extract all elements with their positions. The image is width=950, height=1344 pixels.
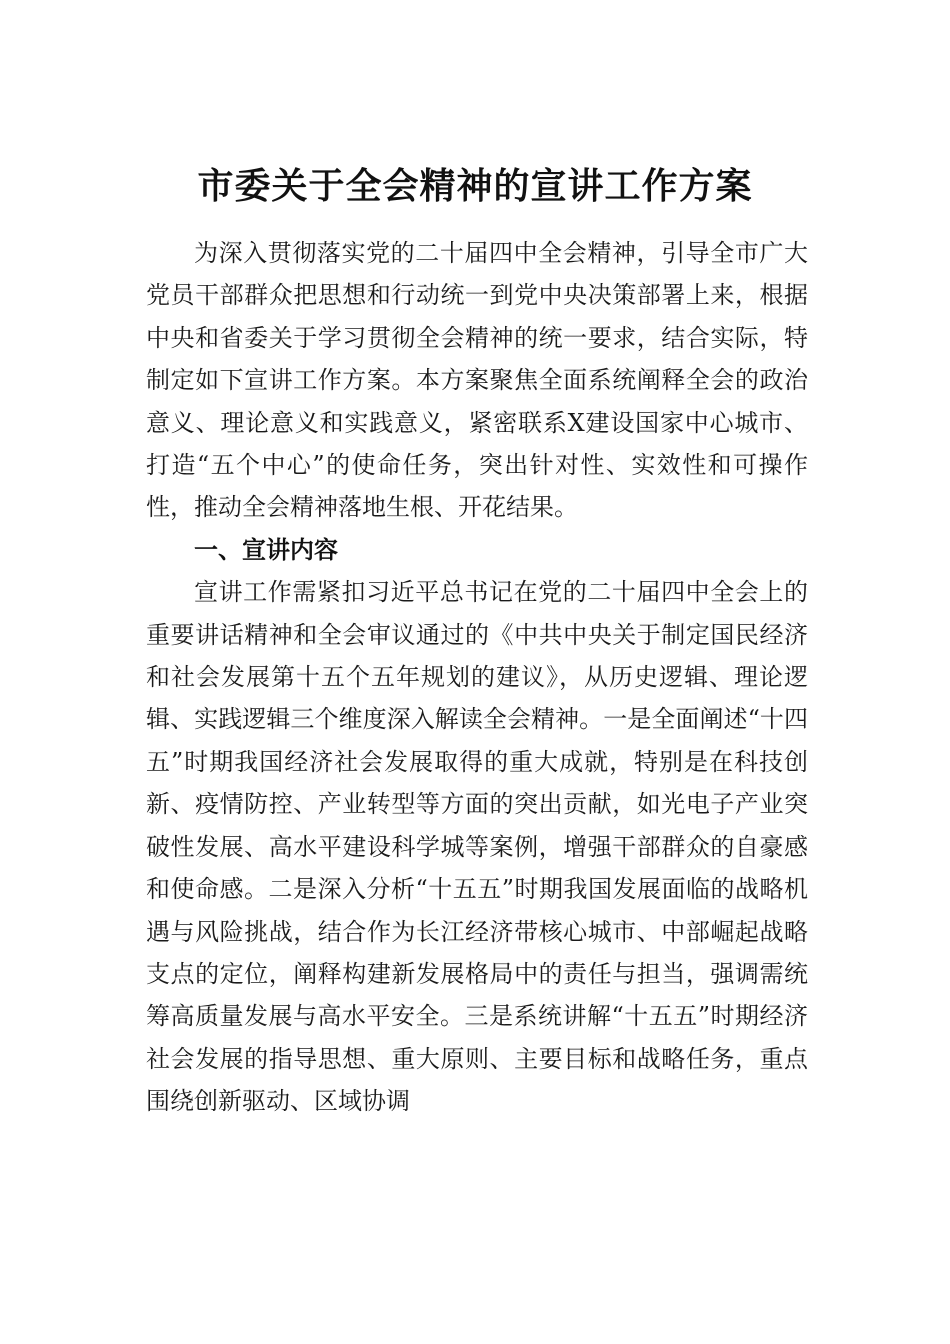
document-body [146, 232, 808, 1123]
section-heading-content: 一、宣讲内容 [194, 535, 338, 564]
section-content-paragraph: 宣讲工作需紧扣习近平总书记在党的二十届四中全会上的重要讲话精神和全会审议通过的《中共中央关于制定国民经济和社会发展第十五个五年规划的建议》，从历史逻辑、理论逻辑、实践逻辑三个维度深入解读全会精神。一是全面阐述“十四五”时期我国经济社会发展取得的重大成就，特别是在科技创新、疫情防控、产业转型等方面的突出贡献，如光电子产业突破性发展、高水平建设科学城等案例，增强干部群众的自豪感和使命感。二是深入分析“十五五”时期我国发展面临的战略机遇与风险挑战，结合作为长江经济带核心城市、中部崛起战略支点的定位，阐释构建新发展格局中的责任与担当，强调需统筹高质量发展与高水平安全。三是系统讲解“十五五”时期经济社会发展的指导思想、重大原则、主要目标和战略任务，重点围绕创新驱动、区域协调 [146, 578, 808, 1116]
intro-paragraph: 为深入贯彻落实党的二十届四中全会精神，引导全市广大党员干部群众把思想和行动统一到党中央决策部署上来，根据中央和省委关于学习贯彻全会精神的统一要求，结合实际，特制定如下宣讲工作方案。本方案聚焦全面系统阐释全会的政治意义、理论意义和实践意义，紧密联系X建设国家中心城市、打造“五个中心”的使命任务，突出针对性、实效性和可操作性，推动全会精神落地生根、开花结果。 [146, 239, 808, 522]
document-title: 市委关于全会精神的宣讲工作方案 [197, 165, 753, 207]
